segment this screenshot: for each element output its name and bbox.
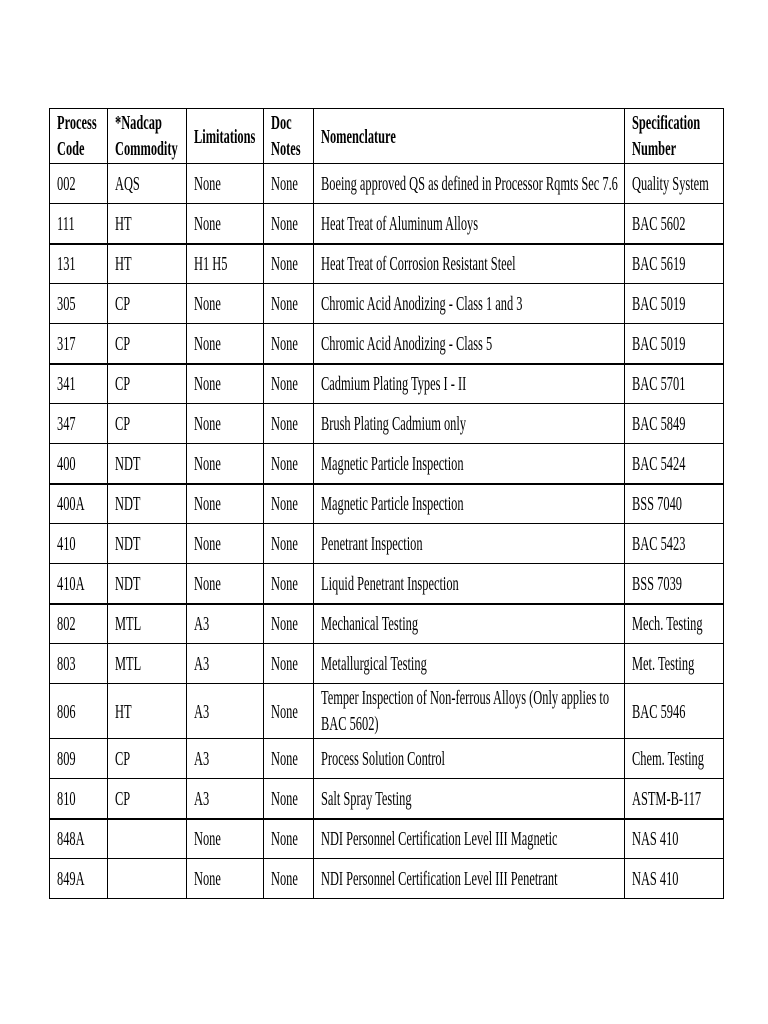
cell-limitations-text: None: [194, 413, 221, 436]
cell-doc-notes: [264, 164, 314, 204]
cell-specification-number: [625, 284, 724, 324]
cell-limitations-text: A3: [194, 700, 210, 723]
table-row: [50, 819, 724, 859]
cell-process-code-text: 810: [57, 787, 76, 810]
cell-nadcap-commodity-text: CP: [115, 373, 131, 396]
cell-process-code-text: 803: [57, 653, 76, 676]
cell-limitations: [187, 324, 264, 364]
cell-limitations-text: H1 H5: [194, 253, 228, 276]
cell-limitations: [187, 819, 264, 859]
cell-doc-notes: [264, 779, 314, 819]
cell-doc-notes: [264, 364, 314, 404]
cell-limitations-text: None: [194, 868, 221, 891]
cell-process-code-text: 131: [57, 253, 76, 276]
cell-nomenclature-text: Process Solution Control: [321, 748, 446, 771]
cell-specification-number-text: BAC 5946: [632, 700, 686, 723]
cell-limitations: [187, 564, 264, 604]
cell-limitations: [187, 644, 264, 684]
cell-process-code-text: 806: [57, 700, 76, 723]
cell-limitations-text: A3: [194, 613, 210, 636]
cell-nomenclature-text: Heat Treat of Aluminum Alloys: [321, 212, 479, 235]
cell-specification-number: [625, 819, 724, 859]
cell-specification-number-text: BSS 7039: [632, 572, 682, 595]
cell-specification-number: [625, 859, 724, 899]
cell-nomenclature-text: NDI Personnel Certification Level III Penetrant: [321, 868, 558, 891]
cell-nomenclature: [314, 684, 625, 739]
cell-doc-notes: [264, 524, 314, 564]
cell-process-code: [50, 404, 108, 444]
cell-nomenclature: [314, 564, 625, 604]
cell-nadcap-commodity: [108, 164, 187, 204]
cell-nadcap-commodity: [108, 859, 187, 899]
cell-nomenclature-text: Brush Plating Cadmium only: [321, 413, 467, 436]
cell-doc-notes: [264, 324, 314, 364]
cell-doc-notes-text: None: [271, 868, 298, 891]
cell-doc-notes-text: None: [271, 653, 298, 676]
cell-nomenclature-text: Heat Treat of Corrosion Resistant Steel: [321, 253, 516, 276]
cell-process-code-text: 341: [57, 373, 76, 396]
cell-process-code: [50, 684, 108, 739]
cell-limitations: [187, 364, 264, 404]
cell-nadcap-commodity-text: HT: [115, 212, 132, 235]
cell-limitations: [187, 444, 264, 484]
cell-nadcap-commodity: [108, 244, 187, 284]
cell-doc-notes-text: None: [271, 173, 298, 196]
cell-specification-number-text: BAC 5849: [632, 413, 686, 436]
table-row: [50, 859, 724, 899]
header-doc-notes: [264, 109, 314, 164]
cell-specification-number: [625, 604, 724, 644]
table-row: [50, 164, 724, 204]
cell-process-code-text: 317: [57, 332, 76, 355]
cell-nomenclature-text: Cadmium Plating Types I - II: [321, 373, 467, 396]
cell-nomenclature: [314, 819, 625, 859]
table-row: [50, 739, 724, 779]
cell-nomenclature-text: NDI Personnel Certification Level III Magnetic: [321, 828, 558, 851]
cell-specification-number-text: ASTM-B-117: [632, 787, 702, 810]
cell-nadcap-commodity-text: NDT: [115, 533, 141, 556]
cell-process-code-text: 410: [57, 533, 76, 556]
cell-process-code-text: 002: [57, 173, 76, 196]
cell-nomenclature: [314, 244, 625, 284]
cell-doc-notes: [264, 684, 314, 739]
cell-limitations: [187, 779, 264, 819]
cell-nadcap-commodity-text: CP: [115, 748, 131, 771]
cell-doc-notes: [264, 244, 314, 284]
cell-process-code-text: 400A: [57, 493, 85, 516]
table-row: [50, 204, 724, 244]
cell-nadcap-commodity: [108, 564, 187, 604]
cell-nomenclature: [314, 859, 625, 899]
cell-process-code: [50, 819, 108, 859]
cell-nadcap-commodity: [108, 819, 187, 859]
cell-specification-number: [625, 739, 724, 779]
cell-nadcap-commodity: [108, 684, 187, 739]
header-nomenclature-text: Nomenclature: [321, 125, 396, 148]
cell-doc-notes: [264, 819, 314, 859]
cell-nadcap-commodity-text: CP: [115, 332, 131, 355]
header-specification-number: [625, 109, 724, 164]
cell-specification-number-text: Mech. Testing: [632, 613, 703, 636]
cell-process-code: [50, 524, 108, 564]
cell-specification-number: [625, 779, 724, 819]
cell-limitations: [187, 739, 264, 779]
cell-process-code: [50, 484, 108, 524]
cell-nomenclature: [314, 204, 625, 244]
cell-doc-notes-text: None: [271, 748, 298, 771]
cell-nomenclature-text: Chromic Acid Anodizing - Class 1 and 3: [321, 293, 523, 316]
cell-nomenclature: [314, 444, 625, 484]
cell-specification-number: [625, 484, 724, 524]
table-row: [50, 644, 724, 684]
cell-nomenclature-text: Liquid Penetrant Inspection: [321, 572, 459, 595]
header-nomenclature: [314, 109, 625, 164]
cell-nadcap-commodity: [108, 204, 187, 244]
cell-process-code-text: 410A: [57, 572, 85, 595]
cell-specification-number: [625, 164, 724, 204]
cell-limitations: [187, 684, 264, 739]
cell-limitations-text: None: [194, 493, 221, 516]
cell-nadcap-commodity: [108, 779, 187, 819]
cell-process-code: [50, 284, 108, 324]
cell-specification-number-text: BAC 5019: [632, 332, 686, 355]
table-row: [50, 364, 724, 404]
cell-specification-number-text: Quality System: [632, 173, 709, 196]
cell-nadcap-commodity: [108, 484, 187, 524]
table-body: [50, 164, 724, 899]
cell-limitations-text: None: [194, 533, 221, 556]
cell-nomenclature: [314, 284, 625, 324]
cell-process-code: [50, 644, 108, 684]
cell-nomenclature-text: Mechanical Testing: [321, 613, 419, 636]
cell-specification-number: [625, 564, 724, 604]
cell-nadcap-commodity-text: CP: [115, 413, 131, 436]
table-row: [50, 604, 724, 644]
cell-nadcap-commodity: [108, 644, 187, 684]
cell-nomenclature: [314, 484, 625, 524]
cell-nomenclature: [314, 604, 625, 644]
cell-doc-notes: [264, 404, 314, 444]
cell-nomenclature: [314, 404, 625, 444]
cell-nomenclature-text: Magnetic Particle Inspection: [321, 493, 464, 516]
table-header-row: [50, 109, 724, 164]
cell-doc-notes: [264, 644, 314, 684]
cell-specification-number-text: BAC 5619: [632, 253, 686, 276]
cell-process-code-text: 347: [57, 413, 76, 436]
cell-nomenclature-text: Temper Inspection of Non-ferrous Alloys (Only applies to BAC 5602): [321, 687, 610, 735]
cell-nomenclature-text: Salt Spray Testing: [321, 787, 412, 810]
cell-doc-notes: [264, 739, 314, 779]
cell-specification-number-text: Chem. Testing: [632, 748, 704, 771]
cell-process-code-text: 809: [57, 748, 76, 771]
cell-limitations-text: None: [194, 572, 221, 595]
cell-process-code-text: 400: [57, 452, 76, 475]
cell-doc-notes-text: None: [271, 413, 298, 436]
cell-limitations: [187, 204, 264, 244]
cell-doc-notes-text: None: [271, 452, 298, 475]
cell-specification-number: [625, 364, 724, 404]
cell-process-code: [50, 324, 108, 364]
cell-limitations: [187, 524, 264, 564]
cell-limitations: [187, 244, 264, 284]
cell-specification-number: [625, 204, 724, 244]
cell-process-code: [50, 779, 108, 819]
cell-nadcap-commodity-text: MTL: [115, 613, 142, 636]
cell-nadcap-commodity: [108, 284, 187, 324]
table-row: [50, 324, 724, 364]
cell-nadcap-commodity: [108, 444, 187, 484]
cell-limitations: [187, 484, 264, 524]
cell-process-code: [50, 164, 108, 204]
cell-nadcap-commodity-text: NDT: [115, 493, 141, 516]
cell-doc-notes: [264, 204, 314, 244]
table-row: [50, 444, 724, 484]
cell-nomenclature-text: Magnetic Particle Inspection: [321, 452, 464, 475]
cell-nadcap-commodity: [108, 324, 187, 364]
cell-nadcap-commodity-text: AQS: [115, 173, 140, 196]
cell-limitations-text: A3: [194, 748, 210, 771]
cell-limitations-text: None: [194, 173, 221, 196]
cell-doc-notes-text: None: [271, 828, 298, 851]
cell-doc-notes-text: None: [271, 572, 298, 595]
cell-process-code: [50, 604, 108, 644]
cell-doc-notes-text: None: [271, 332, 298, 355]
cell-doc-notes-text: None: [271, 787, 298, 810]
cell-nadcap-commodity-text: NDT: [115, 572, 141, 595]
cell-nomenclature-text: Boeing approved QS as defined in Processor Rqmts Sec 7.6: [321, 173, 618, 196]
cell-process-code-text: 849A: [57, 868, 85, 891]
cell-nadcap-commodity: [108, 364, 187, 404]
table-row: [50, 524, 724, 564]
cell-process-code: [50, 444, 108, 484]
cell-limitations-text: None: [194, 828, 221, 851]
cell-doc-notes-text: None: [271, 700, 298, 723]
cell-doc-notes: [264, 604, 314, 644]
cell-doc-notes-text: None: [271, 613, 298, 636]
cell-nadcap-commodity: [108, 604, 187, 644]
cell-specification-number: [625, 324, 724, 364]
cell-limitations-text: None: [194, 212, 221, 235]
cell-nadcap-commodity-text: MTL: [115, 653, 142, 676]
cell-limitations: [187, 284, 264, 324]
cell-process-code-text: 848A: [57, 828, 85, 851]
cell-doc-notes-text: None: [271, 212, 298, 235]
cell-limitations: [187, 859, 264, 899]
table-row: [50, 564, 724, 604]
header-nadcap-commodity-text: *Nadcap Commodity: [115, 112, 178, 160]
cell-specification-number-text: NAS 410: [632, 868, 679, 891]
cell-doc-notes: [264, 859, 314, 899]
cell-nadcap-commodity-text: HT: [115, 253, 132, 276]
cell-specification-number-text: BAC 5602: [632, 212, 686, 235]
table-row: [50, 404, 724, 444]
header-process-code-text: Process Code: [57, 112, 97, 160]
header-process-code: [50, 109, 108, 164]
cell-process-code: [50, 859, 108, 899]
table-row: [50, 244, 724, 284]
cell-nomenclature: [314, 524, 625, 564]
header-limitations: [187, 109, 264, 164]
cell-doc-notes-text: None: [271, 293, 298, 316]
cell-nadcap-commodity: [108, 404, 187, 444]
cell-specification-number: [625, 244, 724, 284]
cell-doc-notes-text: None: [271, 533, 298, 556]
cell-nadcap-commodity-text: HT: [115, 700, 132, 723]
cell-doc-notes-text: None: [271, 373, 298, 396]
cell-specification-number: [625, 524, 724, 564]
cell-nadcap-commodity-text: CP: [115, 787, 131, 810]
cell-doc-notes: [264, 484, 314, 524]
cell-nomenclature: [314, 779, 625, 819]
cell-doc-notes: [264, 564, 314, 604]
cell-specification-number: [625, 644, 724, 684]
cell-nomenclature: [314, 644, 625, 684]
cell-limitations: [187, 604, 264, 644]
table-header: [50, 109, 724, 164]
table-row: [50, 779, 724, 819]
cell-process-code: [50, 739, 108, 779]
cell-nomenclature-text: Metallurgical Testing: [321, 653, 427, 676]
cell-limitations-text: None: [194, 452, 221, 475]
cell-nadcap-commodity-text: CP: [115, 293, 131, 316]
cell-specification-number-text: Met. Testing: [632, 653, 695, 676]
cell-process-code: [50, 204, 108, 244]
cell-specification-number: [625, 404, 724, 444]
cell-process-code-text: 111: [57, 212, 75, 235]
cell-specification-number-text: BAC 5019: [632, 293, 686, 316]
cell-nomenclature-text: Penetrant Inspection: [321, 533, 423, 556]
cell-limitations: [187, 164, 264, 204]
cell-limitations-text: None: [194, 332, 221, 355]
header-specification-number-text: Specification Number: [632, 112, 701, 160]
cell-doc-notes: [264, 284, 314, 324]
cell-specification-number-text: BSS 7040: [632, 493, 682, 516]
process-table: [49, 108, 724, 899]
cell-nadcap-commodity-text: NDT: [115, 452, 141, 475]
header-doc-notes-text: Doc Notes: [271, 112, 301, 160]
cell-nomenclature: [314, 164, 625, 204]
header-nadcap-commodity: [108, 109, 187, 164]
cell-process-code: [50, 244, 108, 284]
cell-nadcap-commodity: [108, 739, 187, 779]
cell-doc-notes-text: None: [271, 493, 298, 516]
table-row: [50, 684, 724, 739]
table-row: [50, 284, 724, 324]
cell-specification-number-text: BAC 5423: [632, 533, 686, 556]
cell-nadcap-commodity: [108, 524, 187, 564]
cell-specification-number-text: BAC 5701: [632, 373, 686, 396]
cell-process-code: [50, 364, 108, 404]
cell-nomenclature: [314, 364, 625, 404]
cell-process-code-text: 802: [57, 613, 76, 636]
cell-limitations-text: A3: [194, 653, 210, 676]
cell-specification-number-text: NAS 410: [632, 828, 679, 851]
cell-doc-notes: [264, 444, 314, 484]
cell-nomenclature-text: Chromic Acid Anodizing - Class 5: [321, 332, 493, 355]
header-limitations-text: Limitations: [194, 125, 256, 148]
cell-limitations-text: None: [194, 373, 221, 396]
cell-limitations-text: A3: [194, 787, 210, 810]
cell-specification-number-text: BAC 5424: [632, 452, 686, 475]
table-row: [50, 484, 724, 524]
cell-nomenclature: [314, 324, 625, 364]
cell-limitations: [187, 404, 264, 444]
cell-process-code: [50, 564, 108, 604]
cell-specification-number: [625, 684, 724, 739]
cell-process-code-text: 305: [57, 293, 76, 316]
cell-doc-notes-text: None: [271, 253, 298, 276]
cell-nomenclature: [314, 739, 625, 779]
cell-specification-number: [625, 444, 724, 484]
cell-limitations-text: None: [194, 293, 221, 316]
